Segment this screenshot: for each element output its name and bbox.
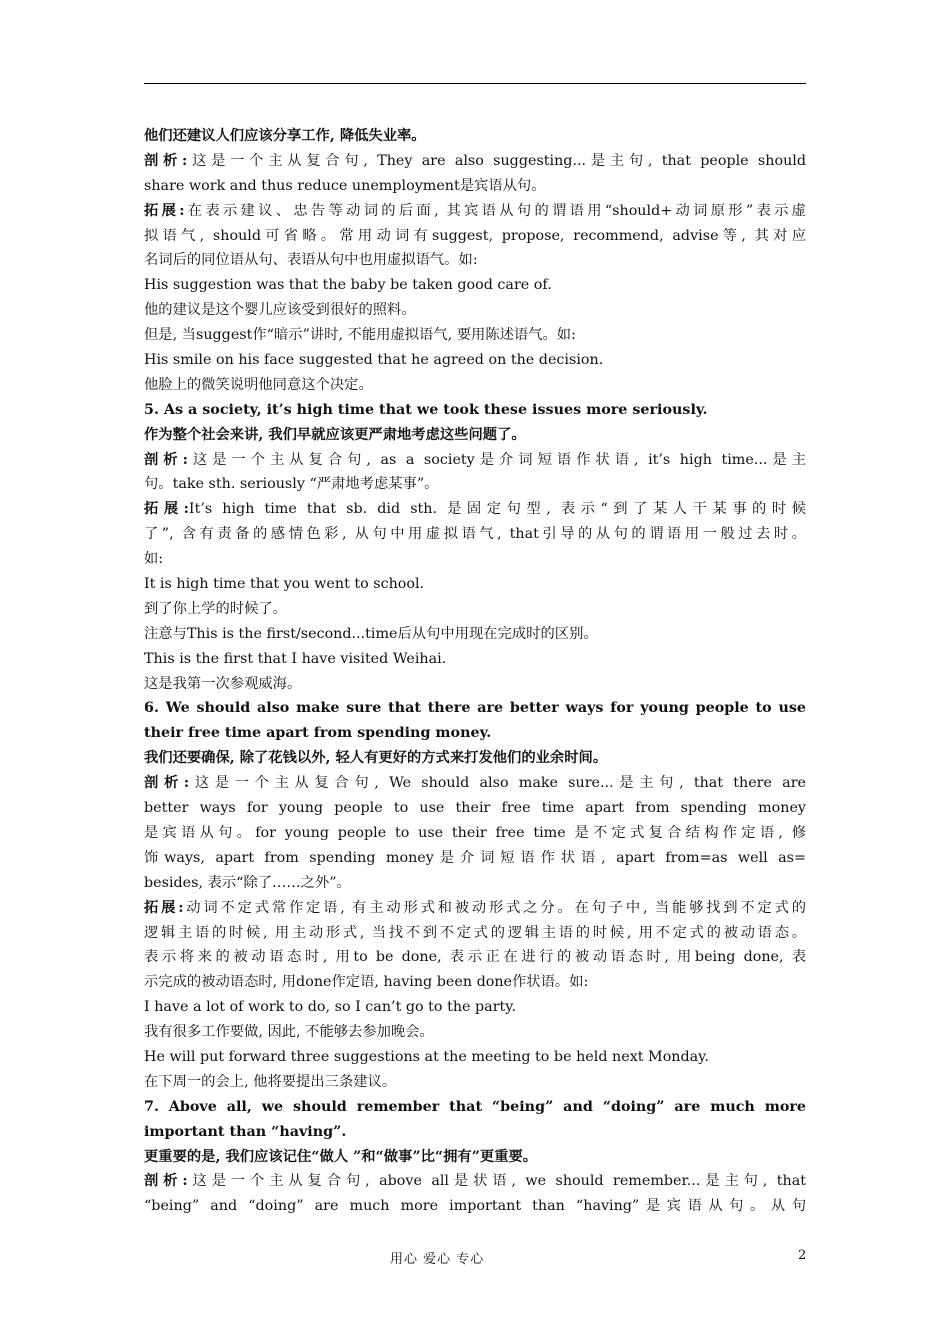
text-line bbox=[144, 522, 806, 547]
text-line bbox=[144, 373, 806, 398]
text-line bbox=[144, 547, 806, 572]
section-label: 剖析: bbox=[144, 1173, 188, 1190]
line-text: 到了你上学的时候了。 bbox=[144, 600, 287, 617]
line-text: 他们还建议人们应该分享工作, 降低失业率。 bbox=[144, 128, 426, 144]
line-text: 是宾语从句。for young people to use their free time 是不定式复合结构作定语, 修 bbox=[144, 824, 806, 841]
line-text: 这是一个主从复合句, We should also make sure...是主句, that there are bbox=[189, 775, 806, 792]
line-text: 拟语气, should可省略。常用动词有suggest, propose, recommend, advise等, 其对应 bbox=[144, 227, 806, 244]
text-line bbox=[144, 597, 806, 622]
section-label: 拓展: bbox=[144, 899, 184, 916]
text-line bbox=[144, 124, 806, 149]
line-text: 饰ways, apart from spending money是介词短语作状语, apart from=as well as= bbox=[144, 849, 806, 866]
text-line bbox=[144, 174, 806, 199]
line-text: He will put forward three suggestions at the meeting to be held next Monday. bbox=[144, 1048, 709, 1065]
section-label: 拓展: bbox=[144, 501, 189, 518]
text-line bbox=[144, 746, 806, 771]
text-line bbox=[144, 1070, 806, 1095]
line-text: share work and thus reduce unemployment是宾语从句。 bbox=[144, 177, 546, 194]
text-line bbox=[144, 821, 806, 846]
section-label: 拓展: bbox=[144, 202, 185, 219]
text-line bbox=[144, 1120, 806, 1145]
text-line bbox=[144, 622, 806, 647]
line-text: His suggestion was that the baby be taken good care of. bbox=[144, 277, 552, 294]
line-text: 更重要的是, 我们应该记住“做人 ”和“做事”比“拥有”更重要。 bbox=[144, 1148, 538, 1165]
text-line bbox=[144, 1194, 806, 1219]
line-text: “being” and “doing” are much more important than “having”是宾语从句。从句 bbox=[144, 1198, 806, 1215]
line-text: 他脸上的微笑说明他同意这个决定。 bbox=[144, 376, 373, 393]
text-line bbox=[144, 298, 806, 323]
line-text: 这是一个主从复合句, as a society是介词短语作状语, it’s high time...是主 bbox=[187, 451, 806, 468]
line-text: 在表示建议、忠告等动词的后面, 其宾语从句的谓语用“should+动词原形”表示虚 bbox=[184, 202, 806, 219]
line-text: 我有很多工作要做, 因此, 不能够去参加晚会。 bbox=[144, 1024, 434, 1041]
line-text: 7. Above all, we should remember that “being” and “doing” are much more bbox=[144, 1098, 806, 1115]
text-line bbox=[144, 921, 806, 946]
text-line bbox=[144, 647, 806, 672]
line-text: I have a lot of work to do, so I can’t go to the party. bbox=[144, 999, 517, 1016]
text-line bbox=[144, 1095, 806, 1120]
text-line bbox=[144, 995, 806, 1020]
text-line bbox=[144, 696, 806, 721]
header-rule bbox=[144, 83, 806, 84]
text-line bbox=[144, 497, 806, 522]
line-text: His smile on his face suggested that he agreed on the decision. bbox=[144, 352, 604, 369]
text-line bbox=[144, 945, 806, 970]
footer-motto: 用心 爱心 专心 bbox=[390, 1252, 485, 1267]
text-line bbox=[144, 423, 806, 448]
text-line bbox=[144, 248, 806, 273]
line-text: 句。take sth. seriously “严肃地考虑某事”。 bbox=[144, 476, 439, 493]
line-text: their free time apart from spending money. bbox=[144, 725, 492, 742]
text-line bbox=[144, 846, 806, 871]
line-text: This is the first that I have visited Weihai. bbox=[144, 650, 447, 667]
line-text: 6. We should also make sure that there are better ways for young people to use bbox=[144, 700, 806, 717]
line-text: 他的建议是这个婴儿应该受到很好的照料。 bbox=[144, 302, 416, 319]
document-body bbox=[144, 124, 806, 1219]
text-line bbox=[144, 871, 806, 896]
line-text: 了”, 含有责备的感情色彩, 从句中用虚拟语气, that引导的从句的谓语用一般过去时。 bbox=[144, 526, 806, 543]
text-line bbox=[144, 1020, 806, 1045]
section-label: 剖析: bbox=[144, 775, 190, 792]
line-text: besides, 表示“除了……之外”。 bbox=[144, 874, 351, 891]
line-text: 名词后的同位语从句、表语从句中也用虚拟语气。如: bbox=[144, 252, 478, 269]
line-text: 动词不定式常作定语, 有主动形式和被动形式之分。在句子中, 当能够找到不定式的 bbox=[183, 899, 806, 916]
line-text: better ways for young people to use their free time apart from spending money bbox=[144, 800, 806, 817]
text-line bbox=[144, 721, 806, 746]
page-footer bbox=[0, 1248, 950, 1268]
page-number: 2 bbox=[798, 1248, 807, 1263]
line-text: 这是一个主从复合句, above all是状语, we should remember...是主句, that bbox=[187, 1173, 806, 1190]
line-text: 表示将来的被动语态时, 用to be done, 表示正在进行的被动语态时, 用being done, 表 bbox=[144, 949, 806, 966]
line-text: 逻辑主语的时候, 用主动形式, 当找不到不定式的逻辑主语的时候, 用不定式的被动语态。 bbox=[144, 924, 806, 941]
line-text: 在下周一的会上, 他将要提出三条建议。 bbox=[144, 1073, 397, 1090]
line-text: important than “having”. bbox=[144, 1123, 347, 1140]
text-line bbox=[144, 224, 806, 249]
text-line bbox=[144, 348, 806, 373]
section-label: 剖析: bbox=[144, 152, 188, 169]
line-text: It is high time that you went to school. bbox=[144, 576, 425, 593]
text-line bbox=[144, 1169, 806, 1194]
text-line bbox=[144, 771, 806, 796]
text-line bbox=[144, 149, 806, 174]
text-line bbox=[144, 1145, 806, 1170]
text-line bbox=[144, 572, 806, 597]
text-line bbox=[144, 472, 806, 497]
line-text: 这是我第一次参观威海。 bbox=[144, 675, 302, 692]
text-line bbox=[144, 323, 806, 348]
line-text: 如: bbox=[144, 551, 164, 568]
line-text: 这是一个主从复合句, They are also suggesting...是主句, that people should bbox=[187, 152, 806, 169]
text-line bbox=[144, 672, 806, 697]
text-line bbox=[144, 1045, 806, 1070]
line-text: 作为整个社会来讲, 我们早就应该更严肃地考虑这些问题了。 bbox=[144, 426, 526, 443]
text-line bbox=[144, 970, 806, 995]
line-text: 注意与This is the first/second...time后从句中用现在完成时的区别。 bbox=[144, 625, 598, 642]
text-line bbox=[144, 448, 806, 473]
section-label: 剖析: bbox=[144, 451, 188, 468]
line-text: 5. As a society, it’s high time that we took these issues more seriously. bbox=[144, 401, 708, 418]
text-line bbox=[144, 398, 806, 423]
text-line bbox=[144, 273, 806, 298]
text-line bbox=[144, 896, 806, 921]
text-line bbox=[144, 796, 806, 821]
line-text: 但是, 当suggest作“暗示”讲时, 不能用虚拟语气, 要用陈述语气。如: bbox=[144, 327, 576, 344]
line-text: 示完成的被动语态时, 用done作定语, having been done作状语。如: bbox=[144, 974, 589, 991]
line-text: It’s high time that sb. did sth. 是固定句型, 表示“到了某人干某事的时候 bbox=[188, 501, 806, 518]
text-line bbox=[144, 199, 806, 224]
line-text: 我们还要确保, 除了花钱以外, 轻人有更好的方式来打发他们的业余时间。 bbox=[144, 750, 608, 767]
